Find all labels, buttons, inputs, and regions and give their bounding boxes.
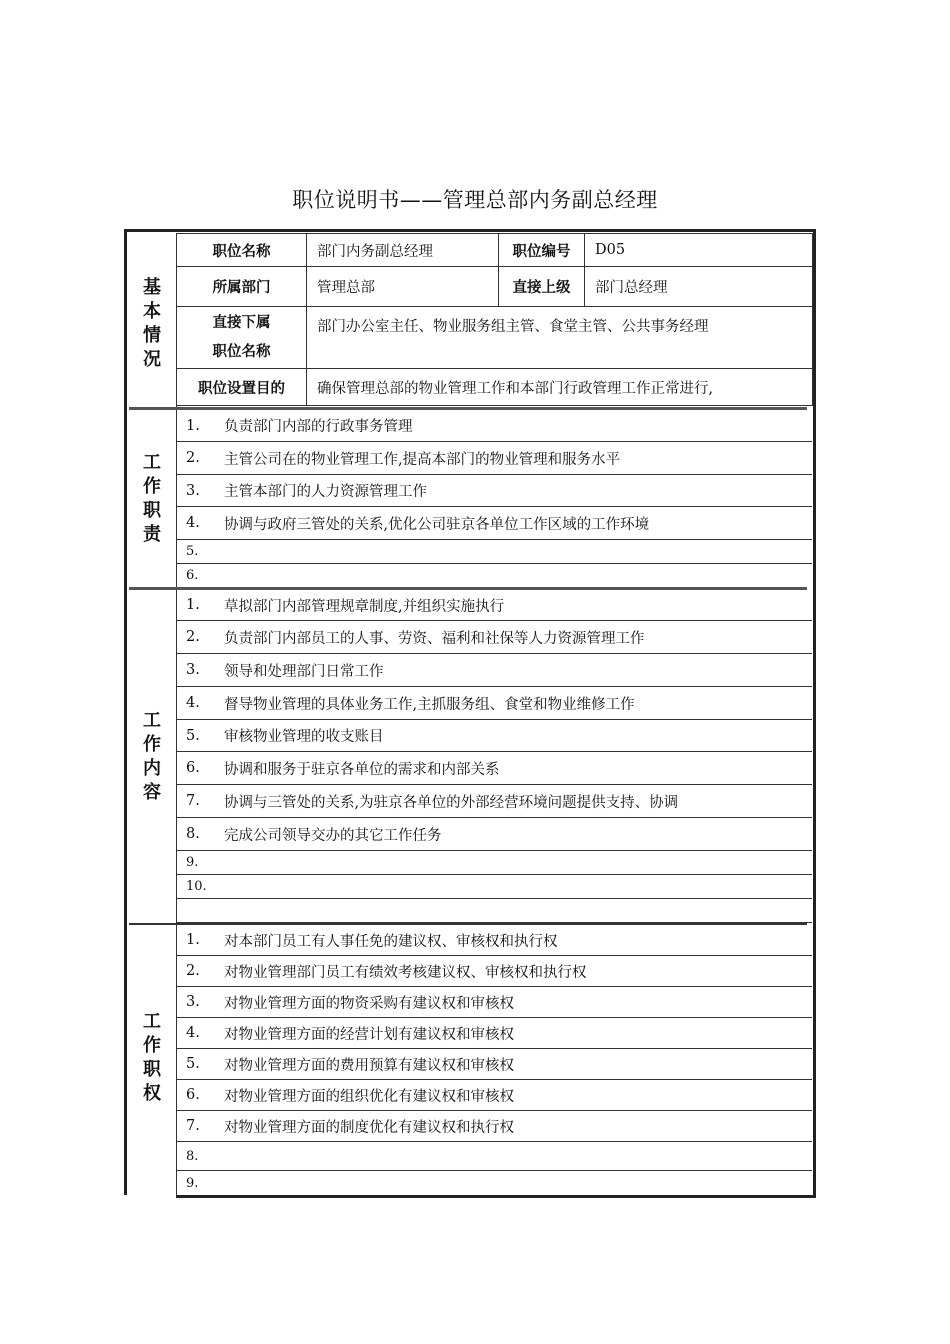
duties-list [176,410,812,587]
subordinates-label-line1: 直接下属 [212,314,271,331]
list-item [176,956,812,987]
position-name-value: 部门内务副总经理 [307,234,499,267]
item-number: 9. [186,1176,199,1191]
item-text: 对物业管理方面的物资采购有建议权和审核权 [224,995,514,1012]
item-number: 5. [186,544,199,559]
purpose-label: 职位设置目的 [177,369,307,406]
item-text: 督导物业管理的具体业务工作,主抓服务组、食堂和物业维修工作 [224,696,635,713]
list-item [176,785,812,818]
section-label-char: 工 [143,451,161,473]
item-text: 主管公司在的物业管理工作,提高本部门的物业管理和服务水平 [224,451,621,468]
list-item [176,475,812,507]
list-item [176,564,812,587]
list-item [176,1142,812,1171]
item-number: 8. [186,1148,199,1164]
item-text: 完成公司领导交办的其它工作任务 [224,827,442,844]
list-item [176,818,812,851]
content-list [176,590,812,923]
section-label-char: 工 [143,709,161,731]
item-text: 对物业管理方面的组织优化有建议权和审核权 [224,1088,514,1105]
section-label-authority [132,925,172,1191]
list-item [176,654,812,687]
section-label-basic [132,239,172,409]
item-text: 协调与三管处的关系,为驻京各单位的外部经营环境问题提供支持、协调 [224,794,679,811]
position-code-value: D05 [585,234,813,267]
item-number: 6. [186,1087,200,1103]
position-name-label: 职位名称 [177,234,307,267]
item-number: 2. [186,963,200,979]
subordinates-label [177,307,307,369]
section-label-content [132,590,172,923]
section-label-char: 职 [143,1059,161,1080]
item-number: 3. [186,662,200,678]
document-title: 职位说明书——管理总部内务副总经理 [292,188,658,212]
section-label-char: 作 [143,475,161,497]
item-number: 1. [186,597,200,613]
item-number: 4. [186,515,200,531]
list-item [176,1111,812,1142]
item-number: 6. [186,568,199,583]
item-number: 7. [186,1118,200,1134]
item-number: 10. [186,879,207,894]
item-number: 2. [186,450,200,466]
list-item [176,987,812,1018]
superior-value: 部门总经理 [585,267,813,307]
section-label-char: 工 [143,1011,161,1032]
list-item [176,687,812,720]
superior-label: 直接上级 [499,267,585,307]
item-text: 协调和服务于驻京各单位的需求和内部关系 [224,761,500,778]
section-label-char: 本 [143,301,161,322]
item-number: 4. [186,695,200,711]
list-item [176,410,812,442]
table-border-right [813,229,816,1198]
section-label-char: 情 [143,325,161,346]
job-description-table [124,229,816,1198]
item-text: 对本部门员工有人事任免的建议权、审核权和执行权 [224,933,558,950]
section-label-char: 况 [143,349,161,370]
section-label-char: 责 [143,523,161,545]
item-text: 草拟部门内部管理规章制度,并组织实施执行 [224,598,505,615]
item-text: 负责部门内部员工的人事、劳资、福利和社保等人力资源管理工作 [224,630,645,647]
item-text: 审核物业管理的收支账目 [224,729,384,745]
basic-info-table [176,233,813,406]
list-item [176,752,812,785]
item-number: 7. [186,793,200,809]
subordinates-label-line2: 职位名称 [212,343,271,360]
section-label-char: 职 [143,499,161,521]
item-number: 6. [186,760,200,776]
item-number: 9. [186,855,199,870]
item-text: 主管本部门的人力资源管理工作 [224,484,427,500]
item-text: 协调与政府三管处的关系,优化公司驻京各单位工作区域的工作环境 [224,516,650,533]
section-label-char: 容 [143,781,161,803]
purpose-value: 确保管理总部的物业管理工作和本部门行政管理工作正常进行, [307,369,813,406]
list-item [176,720,812,752]
item-text: 负责部门内部的行政事务管理 [224,419,413,435]
list-item [176,540,812,564]
list-item [176,1080,812,1111]
list-item [176,621,812,654]
item-number: 3. [186,994,200,1010]
section-label-char: 作 [143,733,161,755]
list-item [176,899,812,923]
section-label-char: 内 [143,757,161,779]
item-number: 5. [186,727,200,744]
position-code-label: 职位编号 [499,234,585,267]
item-number: 5. [186,1056,200,1072]
list-item [176,507,812,540]
item-text: 对物业管理方面的经营计划有建议权和审核权 [224,1026,514,1043]
item-number: 8. [186,826,200,842]
item-number: 1. [186,417,200,434]
item-number: 4. [186,1025,200,1041]
list-item [176,851,812,875]
list-item [176,1171,812,1196]
authority-list [176,925,812,1196]
list-item [176,925,812,956]
list-item [176,1018,812,1049]
list-item [176,590,812,621]
section-label-char: 基 [143,277,161,298]
section-label-duties [132,410,172,587]
list-item [176,442,812,475]
item-number: 2. [186,629,200,645]
item-number: 3. [186,482,200,499]
item-text: 领导和处理部门日常工作 [224,663,384,680]
item-number: 1. [186,932,200,948]
department-label: 所属部门 [177,267,307,307]
item-text: 对物业管理方面的制度优化有建议权和执行权 [224,1119,514,1136]
section-label-char: 作 [143,1035,161,1056]
item-text: 对物业管理部门员工有绩效考核建议权、审核权和执行权 [224,964,587,981]
department-value: 管理总部 [307,267,499,307]
item-text: 对物业管理方面的费用预算有建议权和审核权 [224,1057,514,1074]
table-border-left [124,229,127,1195]
list-item [176,875,812,899]
list-item [176,1049,812,1080]
table-border-top [124,229,816,232]
subordinates-value: 部门办公室主任、物业服务组主管、食堂主管、公共事务经理 [307,307,813,369]
section-label-char: 权 [143,1083,161,1104]
